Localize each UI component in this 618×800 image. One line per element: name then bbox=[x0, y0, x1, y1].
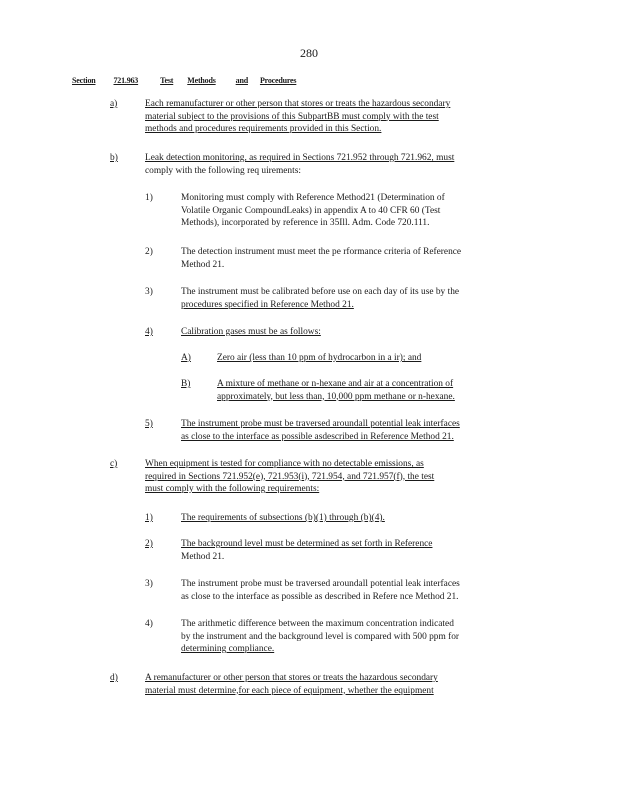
text-line: Leak detection monitoring, as required in Sections 721.952 through 721.962, must bbox=[145, 153, 455, 163]
item-b4b-text bbox=[217, 378, 455, 403]
text-line: material subject to the provisions of this SubpartBB must comply with the test bbox=[145, 111, 439, 122]
text-line: approximately, but less than, 10,000 ppm methane or n-hexane. bbox=[217, 391, 455, 402]
text-line: Method 21. bbox=[181, 551, 225, 562]
text-line: The detection instrument must meet the pe rformance criteria of Reference bbox=[181, 247, 462, 257]
item-c1-text bbox=[181, 512, 385, 525]
item-b4a-text bbox=[217, 352, 421, 365]
text-line: determining compliance. bbox=[181, 644, 275, 654]
item-b1-text bbox=[181, 192, 445, 230]
item-c2-label: 2) bbox=[145, 539, 153, 549]
text-line: must comply with the following requirements: bbox=[145, 484, 320, 494]
text-line: Method 21. bbox=[181, 259, 225, 270]
item-b4a-label: A) bbox=[181, 353, 191, 363]
text-line: The instrument probe must be traversed aroundall potential leak interfaces bbox=[181, 419, 460, 429]
item-c2-text bbox=[181, 538, 432, 563]
item-b5-text bbox=[181, 418, 460, 443]
text-line: Methods), incorporated by reference in 35Ill. Adm. Code 720.111. bbox=[181, 218, 430, 228]
text-line: Calibration gases must be as follows: bbox=[181, 327, 321, 337]
subsection-a-label: a) bbox=[110, 99, 118, 109]
text-line: When equipment is tested for compliance with no detectable emissions, as bbox=[145, 459, 424, 469]
text-line: The instrument must be calibrated before use on each day of its use by the bbox=[181, 287, 460, 297]
item-b5-label: 5) bbox=[145, 419, 153, 429]
text-line: by the instrument and the background level is compared with 500 ppm for bbox=[181, 631, 460, 642]
subsection-d-text bbox=[145, 672, 438, 697]
page-number: 280 bbox=[300, 46, 318, 60]
subsection-b-text bbox=[145, 152, 454, 177]
text-line: A remanufacturer or other person that stores or treats the hazardous secondary bbox=[145, 673, 438, 683]
subsection-c-text bbox=[145, 458, 434, 496]
text-line: comply with the following req uirements: bbox=[145, 165, 301, 176]
item-b1-label: 1) bbox=[145, 193, 153, 203]
text-line: The arithmetic difference between the maximum concentration indicated bbox=[181, 619, 454, 629]
section-number: 721.963 bbox=[113, 76, 139, 85]
text-line: as close to the interface as possible asdescribed in Reference Method 21. bbox=[181, 431, 454, 442]
subsection-a-text bbox=[145, 98, 450, 136]
text-line: The instrument probe must be traversed aroundall potential leak interfaces bbox=[181, 579, 460, 589]
item-c3-label: 3) bbox=[145, 579, 153, 589]
subsection-b-label: b) bbox=[110, 153, 118, 163]
item-c4-text bbox=[181, 618, 459, 656]
text-line: Each remanufacturer or other person that stores or treats the hazardous secondary bbox=[145, 99, 451, 109]
item-b2-label: 2) bbox=[145, 247, 153, 257]
title-word-4: Procedures bbox=[259, 76, 297, 85]
text-line: methods and procedures requirements provided in this Section. bbox=[145, 124, 382, 134]
item-c1-label: 1) bbox=[145, 513, 153, 523]
text-line: A mixture of methane or n-hexane and air at a concentration of bbox=[217, 379, 454, 389]
section-label: Section bbox=[72, 76, 96, 85]
text-line: The background level must be determined as set forth in Reference bbox=[181, 539, 433, 549]
item-c4-label: 4) bbox=[145, 619, 153, 629]
item-b2-text bbox=[181, 246, 461, 271]
text-line: procedures specified in Reference Method 21. bbox=[181, 299, 354, 310]
text-line: The requirements of subsections (b)(1) through (b)(4). bbox=[181, 513, 385, 523]
item-b4b-label: B) bbox=[181, 379, 191, 389]
text-line: Zero air (less than 10 ppm of hydrocarbon in a ir); and bbox=[217, 353, 422, 363]
subsection-c-label: c) bbox=[110, 459, 118, 469]
text-line: required in Sections 721.952(e), 721.953(i), 721.954, and 721.957(f), the test bbox=[145, 471, 435, 482]
text-line: Volatile Organic CompoundLeaks) in appendix A to 40 CFR 60 (Test bbox=[181, 205, 441, 216]
section-header bbox=[72, 76, 322, 85]
item-b3-label: 3) bbox=[145, 287, 153, 297]
title-word-2: Methods bbox=[187, 76, 216, 85]
item-b4-label: 4) bbox=[145, 327, 153, 337]
title-word-1: Test bbox=[160, 76, 174, 85]
title-word-3: and bbox=[235, 76, 248, 85]
text-line: Monitoring must comply with Reference Method21 (Determination of bbox=[181, 193, 445, 203]
text-line: as close to the interface as possible as described in Refere nce Method 21. bbox=[181, 591, 459, 602]
item-b3-text bbox=[181, 286, 459, 311]
text-line: material must determine,for each piece of equipment, whether the equipment bbox=[145, 685, 434, 696]
item-c3-text bbox=[181, 578, 460, 603]
subsection-d-label: d) bbox=[110, 673, 118, 683]
item-b4-text bbox=[181, 326, 321, 339]
